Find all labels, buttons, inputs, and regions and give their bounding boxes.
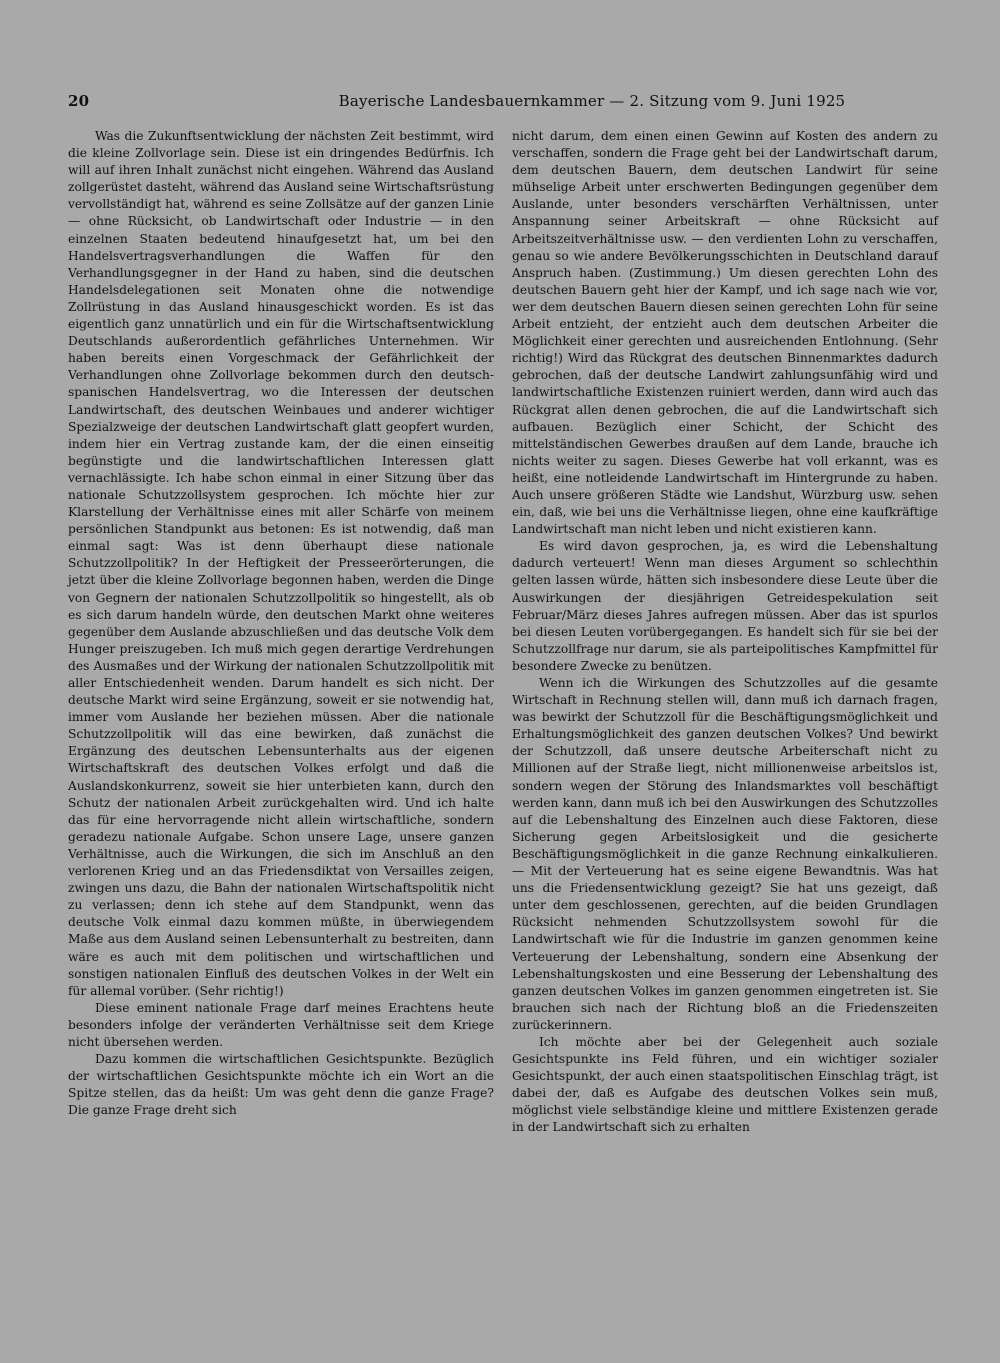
paragraph: Es wird davon gesprochen, ja, es wird die Lebenshaltung dadurch verteuert! Wenn man dieses Argument so schlechthin gelten lassen würde, hätten sich insbesondere diese Leute über die Auswirkungen der diesjährigen Getreidespekulation seit Februar/März dieses Jahres aufregen müssen. Aber das ist spurlos bei diesen Leuten vorübergegangen. Es handelt sich für sie bei der Schutzzollfrage nur darum, sie als parteipolitisches Kampfmittel für besondere Zwecke zu benützen. xyxy=(512,539,938,673)
paragraph: nicht darum, dem einen einen Gewinn auf Kosten des andern zu verschaffen, sondern die Frage geht bei der Landwirtschaft darum, dem deutschen Bauern, dem deutschen Landwirt für seine mühselige Arbeit unter erschwerten Bedingungen gegenüber dem Auslande, unter besonders verschärften Verhältnissen, unter Anspannung seiner Arbeitskraft — ohne Rücksicht auf Arbeitszeitverhältnisse usw. — den verdienten Lohn zu verschaffen, genau so wie andere Bevölkerungsschichten in Deutschland darauf Anspruch haben. (Zustimmung.) Um diesen gerechten Lohn des deutschen Bauern geht hier der Kampf, und ich sage nach wie vor, wer dem deutschen Bauern diesen seinen gerechten Lohn für seine Arbeit entzieht, der entzieht auch dem deutschen Arbeiter die Möglichkeit einer gerechten und ausreichenden Entlohnung. (Sehr richtig!) Wird das Rückgrat des deutschen Binnenmarktes dadurch gebrochen, daß der deutsche Landwirt zahlungsunfähig wird und landwirtschaftliche Existenzen ruiniert werden, dann wird auch das Rückgrat allen denen gebrochen, die auf die Landwirtschaft sich aufbauen. Bezüglich einer Schicht, der Schicht des mittelständischen Gewerbes draußen auf dem Lande, brauche ich nichts weiter zu sagen. Dieses Gewerbe hat voll erkannt, was es heißt, eine notleidende Landwirtschaft im Hintergrunde zu haben. Auch unsere größeren Städte wie Landshut, Würzburg usw. sehen ein, daß, wie bei uns die Verhältnisse liegen, ohne eine kaufkräftige Landwirtschaft man nicht leben und nicht existieren kann. xyxy=(512,129,938,537)
paragraph: Diese eminent nationale Frage darf meines Erachtens heute besonders infolge der veränderten Verhältnisse seit dem Kriege nicht übersehen werden. xyxy=(68,1000,494,1049)
running-title: Bayerische Landesbauernkammer — 2. Sitzung vom 9. Juni 1925 xyxy=(338,92,846,110)
paragraph: Was die Zukunftsentwicklung der nächsten Zeit bestimmt, wird die kleine Zollvorlage sein. Diese ist ein dringendes Bedürfnis. Ich will auf ihren Inhalt zunächst nicht eingehen. Während das Ausland zollgerüstet dasteht, während das Ausland seine Wirtschaftsrüstung vervollständigt hat, während es seine Zollsätze auf der ganzen Linie — ohne Rücksicht, ob Landwirtschaft oder Industrie — in den einzelnen Staaten bedeutend hinaufgesetzt hat, um bei den Handelsvertragsverhandlungen die Waffen für den Verhandlungsgegner in der Hand zu haben, sind die deutschen Handelsdelegationen seit Monaten ohne die notwendige Zollrüstung in das Ausland hinausgeschickt worden. Es ist das eigentlich ganz unnatürlich und ein für die Wirtschaftsentwicklung Deutschlands außerordentlich gefährliches Unternehmen. Wir haben bereits einen Vorgeschmack der Gefährlichkeit der Verhandlungen ohne Zollvorlage bekommen durch den deutsch-spanischen Handelsvertrag, wo die Interessen der deutschen Landwirtschaft, des deutschen Weinbaues und anderer wichtiger Spezialzweige der deutschen Landwirtschaft glatt geopfert wurden, indem hier ein Vertrag zustande kam, der die einen einseitig begünstigte und die landwirtschaftlichen Interessen glatt vernachlässigte. Ich habe schon einmal in einer Sitzung über das nationale Schutzzollsystem gesprochen. Ich möchte hier zur Klarstellung der Verhältnisse eines mit aller Schärfe von meinem persönlichen Standpunkt aus betonen: Es ist notwendig, daß man einmal sagt: Was ist denn überhaupt diese nationale Schutzzollpolitik? In der Heftigkeit der Presseerörterungen, die jetzt über die kleine Zollvorlage begonnen haben, werden die Dinge von Gegnern der nationalen Schutzzollpolitik so hingestellt, als ob es sich darum handeln würde, den deutschen Markt ohne weiteres gegenüber dem Auslande abzuschließen und das deutsche Volk dem Hunger preiszugeben. Ich muß mich gegen derartige Verdrehungen des Ausmaßes und der Wirkung der nationalen Schutzzollpolitik mit aller Entschiedenheit wenden. Darum handelt es sich nicht. Der deutsche Markt wird seine Ergänzung, soweit er sie notwendig hat, immer vom Auslande her beziehen müssen. Aber die nationale Schutzzollpolitik will das eine bewirken, daß zunächst die Ergänzung des deutschen Lebensunterhalts aus der eigenen Wirtschaftskraft des deutschen Volkes erfolgt und daß die Auslandskonkurrenz, soweit sie hier unterbieten kann, durch den Schutz der nationalen Arbeit zurückgehalten wird. Und ich halte das für eine hervorragende nicht allein wirtschaftliche, sondern geradezu nationale Aufgabe. Schon unsere Lage, unsere ganzen Verhältnisse, auch die Wirkungen, die sich im Anschluß an den verlorenen Krieg und an das Friedensdiktat von Versailles zeigen, zwingen uns dazu, die Bahn der nationalen Wirtschaftspolitik nicht zu verlassen; denn ich stehe auf dem Standpunkt, wenn das deutsche Volk einmal dazu kommen müßte, in überwiegendem Maße aus dem Ausland seinen Lebensunterhalt zu bestreiten, dann wäre es auch mit dem politischen und wirtschaftlichen und sonstigen nationalen Einfluß des deutschen Volkes in der Welt ein für allemal vorüber. (Sehr richtig!) xyxy=(68,129,494,998)
page-header xyxy=(68,92,936,118)
paragraph: Ich möchte aber bei der Gelegenheit auch soziale Gesichtspunkte ins Feld führen, und ein wichtiger sozialer Gesichtspunkt, der auch einen staatspolitischen Einschlag trägt, ist dabei der, daß es Aufgabe des deutschen Volkes sein muß, möglichst viele selbständige kleine und mittlere Existenzen gerade in der Landwirtschaft sich zu erhalten xyxy=(512,1034,938,1135)
page-number: 20 xyxy=(68,92,90,110)
paragraph: Dazu kommen die wirtschaftlichen Gesichtspunkte. Bezüglich der wirtschaftlichen Gesichtspunkte möchte ich ein Wort an die Spitze stellen, das da heißt: Um was geht denn die ganze Frage? Die ganze Frage dreht sich xyxy=(68,1052,494,1118)
paragraph: Wenn ich die Wirkungen des Schutzzolles auf die gesamte Wirtschaft in Rechnung stellen will, dann muß ich darnach fragen, was bewirkt der Schutzzoll für die Beschäftigungsmöglichkeit und Erhaltungsmöglichkeit des ganzen deutschen Volkes? Und bewirkt der Schutzzoll, daß unsere deutsche Arbeiterschaft nicht zu Millionen auf der Straße liegt, nicht millionenweise arbeitslos ist, sondern wegen der Störung des Inlandsmarktes voll beschäftigt werden kann, dann muß ich bei den Auswirkungen des Schutzzolles auf die Lebenshaltung des Einzelnen auch diese Faktoren, diese Sicherung gegen Arbeitslosigkeit und die gesicherte Beschäftigungsmöglichkeit in die ganze Rechnung einkalkulieren. — Mit der Verteuerung hat es seine eigene Bewandtnis. Was hat uns die Friedensentwicklung gezeigt? Sie hat uns gezeigt, daß unter dem geschlossenen, gerechten, auf die beiden Grundlagen Rücksicht nehmenden Schutzzollsystem sowohl für die Landwirtschaft wie für die Industrie im ganzen genommen keine Verteuerung der Lebenshaltung, sondern eine Absenkung der Lebenshaltungskosten und eine Besserung der Lebenshaltung des ganzen deutschen Volkes im ganzen genommen eingetreten ist. Sie brauchen sich nach der Richtung bloß an die Friedenszeiten zurückerinnern. xyxy=(512,676,938,1032)
left-column xyxy=(68,128,494,1119)
right-column xyxy=(512,128,938,1137)
